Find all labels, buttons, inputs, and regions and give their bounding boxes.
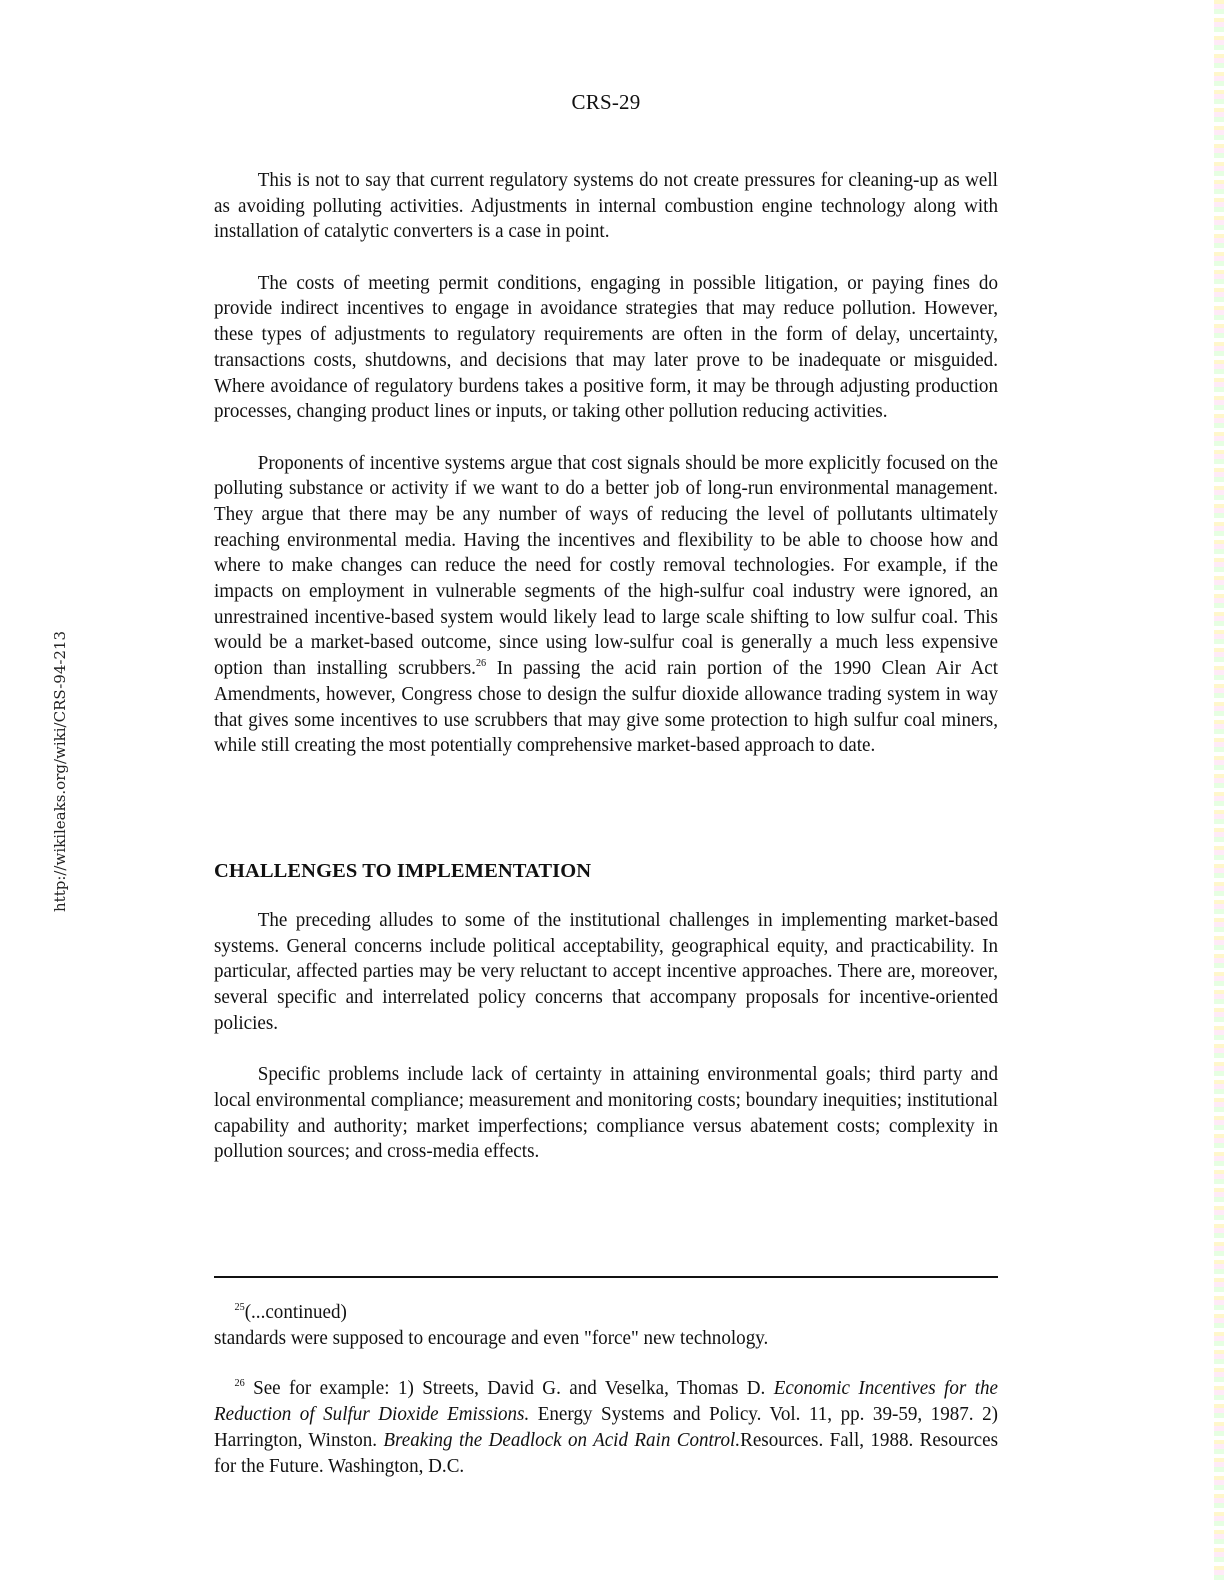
footnote-25-label: (...continued) — [244, 1301, 347, 1323]
side-watermark-url: http://wikileaks.org/wiki/CRS-94-213 — [51, 630, 69, 912]
footnote-26-text-c: Resources. Fall, 1988. Resources for the Future. Washington, D.C. — [214, 1428, 998, 1477]
footnote-25 — [214, 1300, 998, 1351]
footnote-25-text: standards were supposed to encourage and even "force" new technology. — [214, 1326, 769, 1349]
paragraph-3-text: Proponents of incentive systems argue that cost signals should be more explicitly focused on the polluting substance or activity if we want to do a better job of long-run environmental management. They argue that there may be any number of ways of reducing the level of pollutants ultimately reaching environmental media. Having the incentives and flexibility to be able to choose how and where to make changes can reduce the need for costly removal technologies. For example, if the impacts on employment in vulnerable segments of the high-sulfur coal industry were ignored, an unrestrained incentive-based system would likely lead to large scale shifting to low sulfur coal. This would be a market-based outcome, since using low-sulfur coal is generally a much less expensive option than installing scrubbers. — [214, 451, 998, 680]
footnote-divider — [214, 1276, 998, 1278]
section-heading: CHALLENGES TO IMPLEMENTATION — [214, 860, 592, 882]
footnote-26 — [214, 1376, 998, 1479]
section-paragraph-2: Specific problems include lack of certainty in attaining environmental goals; third party and local environmental compliance; measurement and monitoring costs; boundary inequities; institutional capability and authority; market imperfections; compliance versus abatement costs; complexity in pollution sources; and cross-media effects. — [214, 1063, 998, 1163]
footnote-26-title-a: Economic Incentives for the Reduction of Sulfur Dioxide Emissions. — [214, 1377, 999, 1426]
paragraph-1: This is not to say that current regulatory systems do not create pressures for cleaning-up as well as avoiding polluting activities. Adjustments in internal combustion engine technology along with installation of catalytic converters is a case in point. — [214, 169, 998, 243]
footnote-26-title-b: Breaking the Deadlock on Acid Rain Control. — [383, 1428, 741, 1451]
scan-edge-artifact — [1214, 0, 1224, 1584]
document-body — [214, 168, 999, 1163]
paragraph-2: The costs of meeting permit conditions, engaging in possible litigation, or paying fines do provide indirect incentives to engage in avoidance strategies that may reduce pollution. However, these types of adjustments to regulatory requirements are often in the form of delay, uncertainty, transactions costs, shutdowns, and decisions that may later prove to be inadequate or misguided. Where avoidance of regulatory burdens takes a positive form, it may be through adjusting production processes, changing product lines or inputs, or taking other pollution reducing activities. — [214, 271, 998, 423]
section-paragraph-1: The preceding alludes to some of the institutional challenges in implementing market-based systems. General concerns include political acceptability, geographical equity, and practicability. In particular, affected parties may be very reluctant to accept incentive approaches. There are, moreover, several specific and interrelated policy concerns that accompany proposals for incentive-oriented policies. — [214, 909, 998, 1034]
footnote-26-text-a: See for example: 1) Streets, David G. and Veselka, Thomas D. — [253, 1377, 774, 1400]
footnote-ref-26[interactable]: 26 — [475, 657, 487, 670]
paragraph-3 — [214, 451, 998, 759]
footnote-26-text-b: Energy Systems and Policy. Vol. 11, pp. 39-59, 1987. 2) Harrington, Winston. — [214, 1403, 998, 1451]
footnote-25-number: 25 — [234, 1301, 245, 1313]
footnote-26-number: 26 — [234, 1377, 245, 1390]
section-challenges — [214, 908, 998, 1191]
footnotes — [214, 1300, 998, 1479]
page-number: CRS-29 — [571, 90, 641, 114]
paragraph-3-continued: In passing the acid rain portion of the 1990 Clean Air Act Amendments, however, Congress chose to design the sulfur dioxide allowance trading system in way that gives some incentives to use scrubbers that may give some protection to high sulfur coal miners, while still creating the most potentially comprehensive market-based approach to date. — [214, 657, 999, 757]
